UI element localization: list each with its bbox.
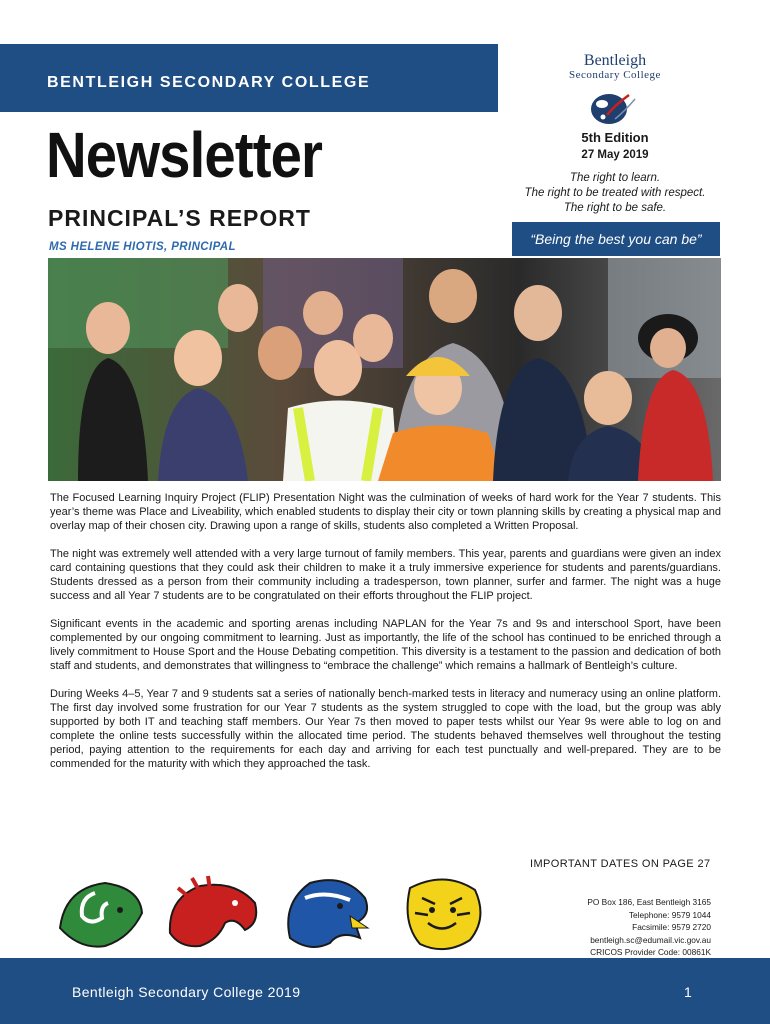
eagle-mascot-icon (288, 880, 368, 947)
section-heading: PRINCIPAL’S REPORT (48, 205, 311, 231)
rights-statement (510, 171, 720, 216)
article-body (50, 491, 721, 785)
students-photo-illustration (48, 258, 721, 481)
article-paragraph: The Focused Learning Inquiry Project (FLIP) Presentation Night was the culmination of weeks of hard work for the Year 7 students. This year’s theme was Place and Liveability, which enabled students to display their city or town planning skills by creating a physical map and overlay map of their chosen city. Drawing upon a range of skills, students also completed a Written Proposal. (50, 492, 721, 532)
article-paragraph: The night was extremely well attended with a very large turnout of family members. This year, parents and guardians were given an index card containing questions that they could ask their children to make it a truly immersive experience for students and parents/guardians. Students dressed as a person from their community including a tradesperson, town planner, surfer and farmer. The night was a huge success and all Year 7 students are to be congratulated on their efforts throughout the FLIP project. (50, 548, 721, 602)
right-item: The right to be treated with respect. (524, 187, 706, 199)
ram-mascot-icon (60, 883, 142, 947)
contact-details (540, 896, 711, 959)
right-item: The right to learn. (569, 172, 661, 184)
author-byline: MS HELENE HIOTIS, PRINCIPAL (49, 241, 236, 253)
contact-email[interactable]: bentleigh.sc@edumail.vic.gov.au (590, 934, 711, 945)
house-mascots-row (50, 868, 490, 956)
tiger-mascot-icon (408, 879, 481, 949)
contact-po-box: PO Box 186, East Bentleigh 3165 (587, 897, 711, 907)
edition-date: 27 May 2019 (581, 149, 649, 161)
motto-banner: “Being the best you can be” (512, 222, 720, 256)
article-paragraph: During Weeks 4–5, Year 7 and 9 students sat a series of nationally bench-marked tests in literacy and numeracy using an online platform. The first day involved some frustration for our Year 7 students as the system struggled to cope with the load, but the group was ably supported by both IT and teaching staff members. Our Year 7s then moved to paper tests whilst our Year 9s were able to log on and complete the online tests successfully within the allocated time period. The students behaved themselves well throughout the testing period, paying attention to the requirements for each day and arriving for each test punctually and well-prepared. They are to be commended for the maturity with which they approached the task. (50, 688, 721, 770)
logo-sub: Secondary College (569, 69, 661, 81)
contact-facsimile: Facsimile: 9579 2720 (632, 922, 711, 932)
horse-mascot-icon (170, 876, 256, 946)
students-photo (48, 258, 721, 481)
college-logo (540, 52, 690, 127)
college-banner: BENTLEIGH SECONDARY COLLEGE (47, 74, 371, 91)
contact-telephone: Telephone: 9579 1044 (628, 909, 711, 920)
edition-number: 5th Edition (581, 130, 649, 145)
page-footer (0, 958, 770, 1024)
logo-name: Bentleigh (583, 52, 647, 69)
edition-info (510, 130, 720, 161)
college-crest-icon (585, 85, 645, 127)
newsletter-title: Newsletter (46, 119, 323, 191)
article-paragraph: Significant events in the academic and sporting arenas including NAPLAN for the Year 7s and 9s and interschool Sport, have been complemented by our ongoing commitment to learning. Just as importantly, the life of the school has continued to be enriched through a lively commitment to House Sport and the House Debating competition. This diversity is a testament to the passion and dedication of both staff and students, and demonstrates that willingness to “embrace the challenge” which remains a hallmark of Bentleigh’s culture. (50, 618, 721, 672)
important-dates-note: IMPORTANT DATES ON PAGE 27 (530, 858, 711, 870)
right-item: The right to be safe. (563, 202, 667, 214)
house-mascots (50, 868, 490, 956)
page-number: 1 (684, 984, 692, 1000)
footer-text: Bentleigh Secondary College 2019 (72, 984, 301, 1000)
contact-cricos: CRICOS Provider Code: 00861K (590, 947, 711, 957)
